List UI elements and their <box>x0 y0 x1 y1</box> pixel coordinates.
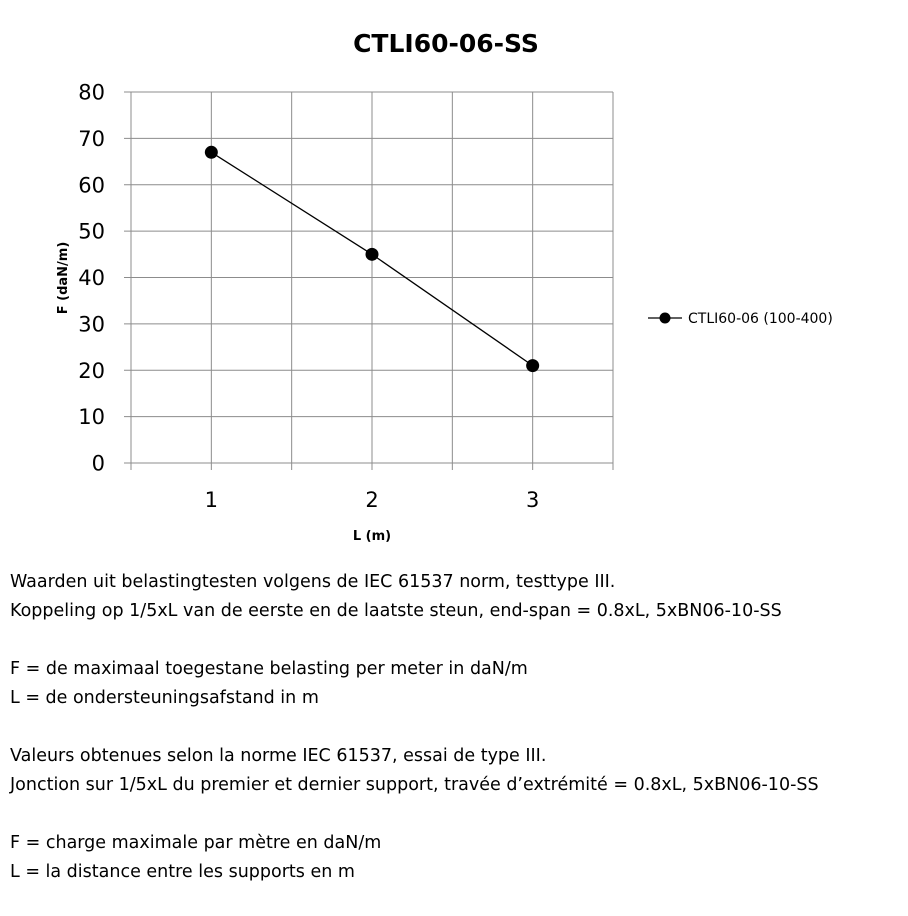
notes-nl-test <box>10 568 905 626</box>
y-tick-label-40: 40 <box>78 266 105 290</box>
y-tick-label-0: 0 <box>91 451 105 476</box>
notes-fr-line1: Valeurs obtenues selon la norme IEC 61537, essai de type III. <box>10 746 547 766</box>
x-axis-label: L (m) <box>352 529 392 544</box>
notes-nl-line1: Waarden uit belastingtesten volgens de IEC 61537 norm, testtype III. <box>10 572 616 592</box>
y-tick-label-60: 60 <box>78 173 105 198</box>
notes-nl-def-l: L = de ondersteuningsafstand in m <box>10 688 319 708</box>
axes <box>124 92 613 470</box>
data-point-2 <box>366 248 379 261</box>
data-point-3 <box>526 359 539 372</box>
y-tick-labels <box>78 81 105 476</box>
y-tick-label-30: 30 <box>78 312 105 337</box>
y-tick-label-70: 70 <box>78 126 105 151</box>
y-tick-label-50: 50 <box>78 219 105 244</box>
notes-nl-def-f: F = de maximaal toegestane belasting per meter in daN/m <box>10 659 528 679</box>
data-point-1 <box>205 146 218 159</box>
notes-nl-definitions <box>10 655 905 713</box>
chart-title: CTLI60-06-SS <box>353 29 539 58</box>
notes-nl-line2: Koppeling op 1/5xL van de eerste en de laatste steun, end-span = 0.8xL, 5xBN06-10-SS <box>10 601 782 621</box>
x-tick-labels <box>205 488 540 512</box>
x-tick-label-3: 3 <box>525 488 540 512</box>
notes-fr-def-l: L = la distance entre les supports en m <box>10 862 355 882</box>
notes <box>10 568 905 916</box>
y-tick-label-80: 80 <box>78 80 105 105</box>
legend-label: CTLI60-06 (100-400) <box>688 311 833 327</box>
y-tick-label-20: 20 <box>78 358 105 383</box>
y-tick-label-10: 10 <box>78 405 105 430</box>
notes-fr-def-f: F = charge maximale par mètre en daN/m <box>10 833 382 853</box>
y-axis-label: F (daN/m) <box>56 241 71 315</box>
legend-marker <box>660 313 671 324</box>
legend <box>648 311 833 327</box>
grid <box>131 92 613 463</box>
x-tick-label-2: 2 <box>365 488 379 512</box>
notes-fr-definitions <box>10 829 905 887</box>
notes-fr-test <box>10 742 905 800</box>
x-tick-label-1: 1 <box>204 488 219 512</box>
notes-fr-line2: Jonction sur 1/5xL du premier et dernier support, travée d’extrémité = 0.8xL, 5xBN06-10-SS <box>10 775 819 795</box>
